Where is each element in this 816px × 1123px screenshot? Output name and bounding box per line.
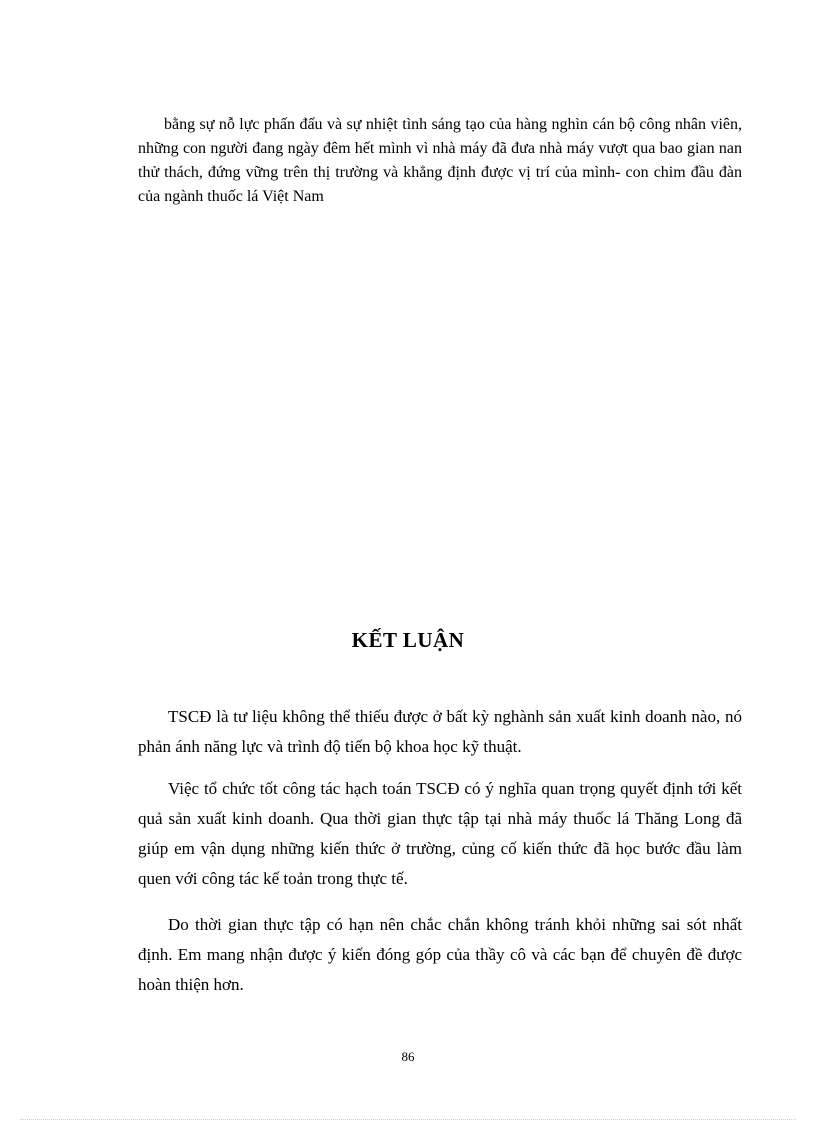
conclusion-heading: KẾT LUẬN [351,628,465,652]
conclusion-paragraph-1: TSCĐ là tư liệu không thể thiếu được ở bất kỳ nghành sản xuất kinh doanh nào, nó phản ánh năng lực và trình độ tiến bộ khoa học kỹ thuật. [138,707,742,756]
intro-paragraph: bằng sự nỗ lực phấn đấu và sự nhiệt tình sáng tạo của hàng nghìn cán bộ công nhân viên, những con người đang ngày đêm hết mình vì nhà máy đã đưa nhà máy vượt qua bao gian nan thử thách, đứng vững trên thị trường và khẳng định được vị trí của mình- con chim đầu đàn của ngành thuốc lá Việt Nam [138,116,742,205]
conclusion-paragraph-3: Do thời gian thực tập có hạn nên chắc chắn không tránh khỏi những sai sót nhất định. Em mang nhận được ý kiến đóng góp của thầy cô và các bạn để chuyên đề được hoàn thiện hơn. [138,915,742,994]
page-number: 86 [401,1049,415,1064]
footer-divider [20,1119,796,1120]
conclusion-paragraph-2: Việc tổ chức tốt công tác hạch toán TSCĐ có ý nghĩa quan trọng quyết định tới kết quả sản xuất kinh doanh. Qua thời gian thực tập tại nhà máy thuốc lá Thăng Long đã giúp em vận dụng những kiến thức ở trường, củng cố kiến thức đã học bước đầu làm quen với công tác kế toản trong thực tế. [138,779,742,888]
